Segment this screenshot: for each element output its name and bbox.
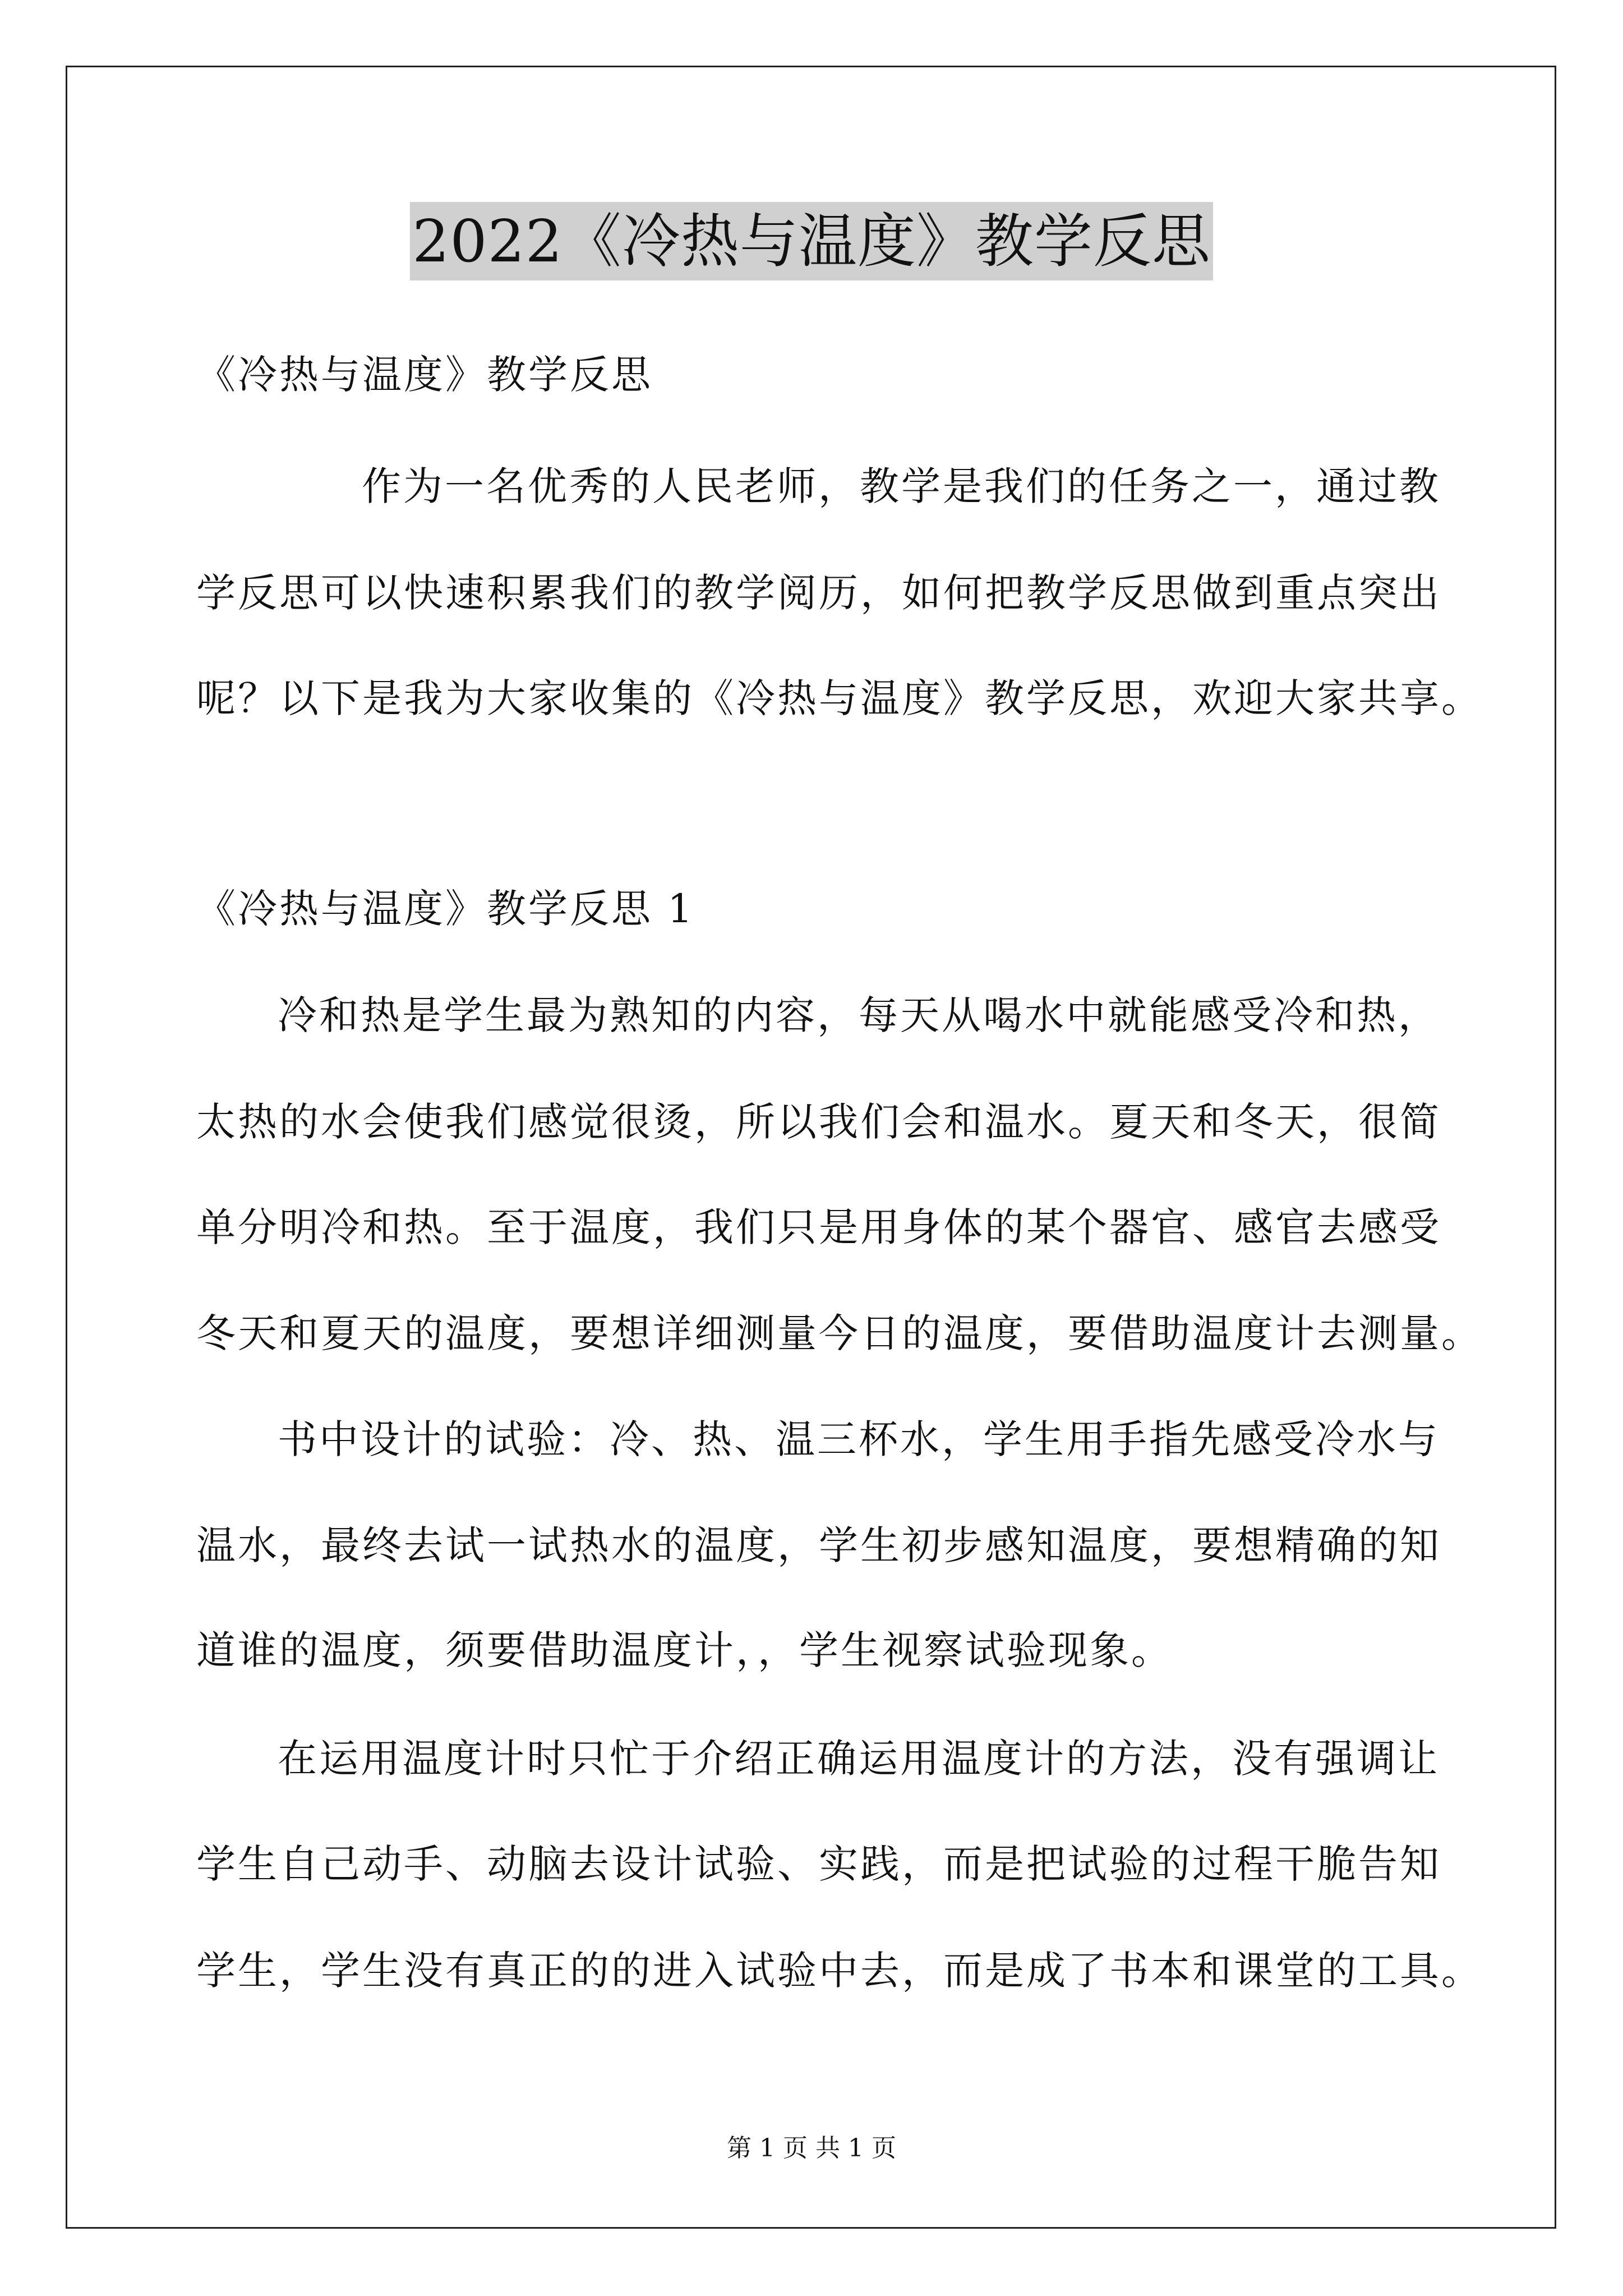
paragraph2-line-3: 道谁的温度，须要借助温度计，，学生视察试验现象。 <box>196 1627 1173 1673</box>
paragraph1-line-2: 太热的水会使我们感觉很烫，所以我们会和温水。夏天和冬天，很简 <box>196 1099 1441 1145</box>
paragraph1-line-4: 冬天和夏天的温度，要想详细测量今日的温度，要借助温度计去测量。 <box>196 1310 1483 1356</box>
paragraph3-line-1: 在运用温度计时只忙于介绍正确运用温度计的方法，没有强调让 <box>278 1736 1440 1782</box>
paragraph1-line-3: 单分明冷和热。至于温度，我们只是用身体的某个器官、感官去感受 <box>196 1204 1441 1250</box>
paragraph3-line-3: 学生，学生没有真正的的进入试验中去，而是成了书本和课堂的工具。 <box>196 1948 1483 1994</box>
intro-line-2: 学反思可以快速积累我们的教学阅历，如何把教学反思做到重点突出 <box>196 570 1441 616</box>
document-subtitle: 《冷热与温度》教学反思 <box>196 352 653 398</box>
document-title: 2022《冷热与温度》教学反思 <box>410 202 1213 280</box>
page-number-footer: 第 1 页 共 1 页 <box>727 2134 896 2162</box>
paragraph1-line-1: 冷和热是学生最为熟知的内容，每天从喝水中就能感受冷和热， <box>278 992 1440 1038</box>
title-container <box>0 202 1623 280</box>
paragraph2-line-2: 温水，最终去试一试热水的温度，学生初步感知温度，要想精确的知 <box>196 1522 1441 1568</box>
section-heading-1: 《冷热与温度》教学反思 1 <box>196 886 695 932</box>
paragraph2-line-1: 书中设计的试验：冷、热、温三杯水，学生用手指先感受冷水与 <box>278 1416 1440 1462</box>
intro-line-1: 作为一名优秀的人民老师，教学是我们的任务之一，通过教 <box>362 463 1441 509</box>
intro-line-3: 呢？以下是我为大家收集的《冷热与温度》教学反思，欢迎大家共享。 <box>196 675 1483 721</box>
paragraph3-line-2: 学生自己动手、动脑去设计试验、实践，而是把试验的过程干脆告知 <box>196 1841 1441 1887</box>
